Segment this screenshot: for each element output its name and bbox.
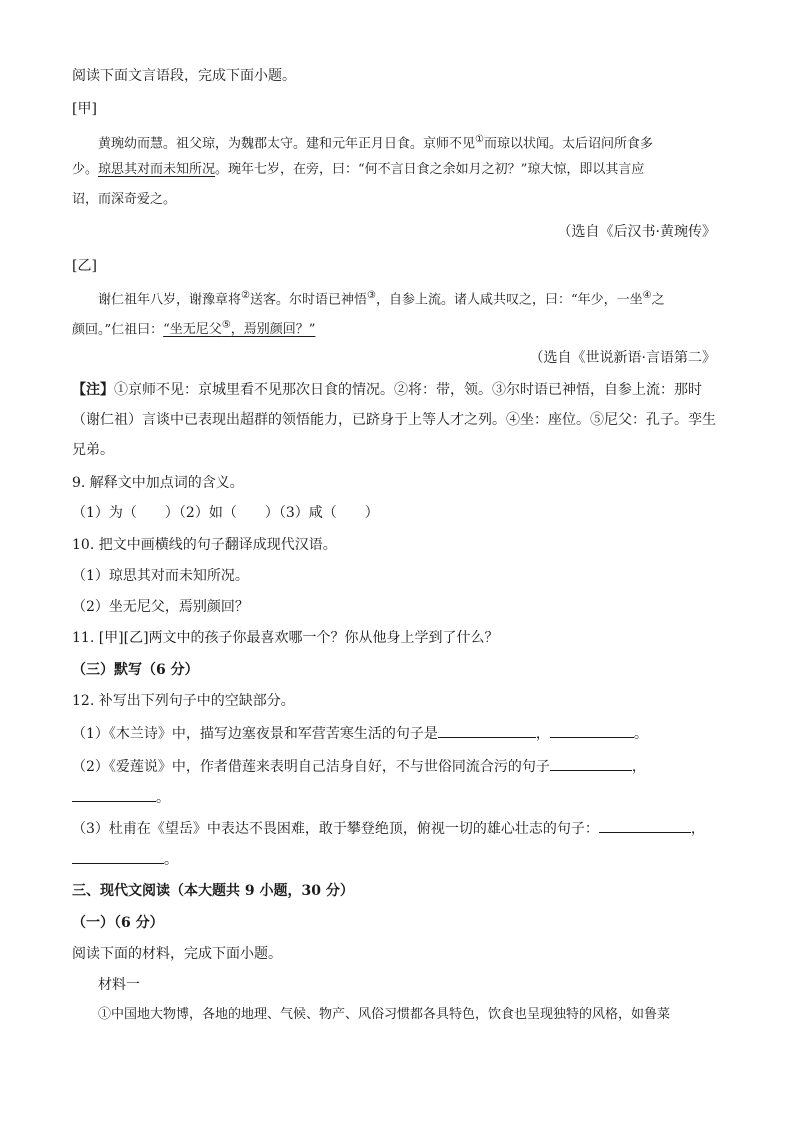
question-11: 11. [甲][乙]两文中的孩子你最喜欢哪一个？你从他身上学到了什么？ (72, 630, 499, 646)
question-9-items: （1）为（ ）（2）如（ ）（3）咸（ ） (72, 505, 379, 521)
passage-a-line-1: 黄琬幼而慧。祖父琼，为魏郡太守。建和元年正月日食。京师不见①而琼以状闻。太后诏问所食多 (98, 134, 653, 152)
section-modern-heading: 三、现代文阅读（本大题共 9 小题，30 分） (72, 883, 354, 899)
section-dictation-heading: （三）默写（6 分） (72, 662, 199, 678)
underlined-sentence-1: 琼思其对而未知所况 (98, 162, 216, 177)
answer-blank (550, 723, 634, 738)
question-12-2: （2）《爱莲说》中，作者借莲来表明自己洁身自好，不与世俗同流合污的句子 ， (72, 756, 646, 777)
answer-blank (599, 818, 691, 833)
notes-line-1: 【注】①京师不见：京城里看不见那次日食的情况。②将：带，领。③尔时语已神悟，自参上流：那时 (72, 382, 702, 398)
passage-a-label: [甲] (72, 101, 97, 117)
material-one-label: 材料一 (98, 977, 140, 993)
passage-b-label: [乙] (72, 258, 97, 274)
question-9: 9. 解释文中加点词的含义。 (72, 475, 244, 491)
passage-a-line-3: 诏，而深奇爱之。 (72, 192, 177, 207)
intro-instruction: 阅读下面文言语段，完成下面小题。 (72, 68, 296, 84)
passage-a-line-2: 少。琼思其对而未知所况。琬年七岁，在旁，曰：“何不言日食之余如月之初？”琼大惊，即以其言应 (72, 162, 645, 177)
question-10-1: （1）琼思其对而未知所况。 (72, 568, 249, 584)
section-modern-instruction: 阅读下面的材料，完成下面小题。 (72, 946, 282, 962)
notes-line-3: 兄弟。 (72, 442, 114, 458)
question-12-1: （1）《木兰诗》中，描写边塞夜景和军营苦寒生活的句子是 ， 。 (72, 723, 648, 744)
passage-a-source: （选自《后汉书·黄琬传》 (557, 224, 716, 240)
question-10: 10. 把文中画横线的句子翻译成现代汉语。 (72, 537, 337, 553)
section-modern-sub-heading: （一）（6 分） (72, 915, 164, 931)
answer-blank (550, 756, 632, 771)
question-12: 12. 补写出下列句子中的空缺部分。 (72, 693, 295, 709)
answer-blank (72, 787, 156, 802)
question-12-3-cont: 。 (72, 849, 178, 870)
answer-blank (72, 849, 164, 864)
question-10-2: （2）坐无尼父，焉别颜回？ (72, 599, 249, 615)
underlined-sentence-2: “坐无尼父⑤，焉别颜回？” (163, 320, 316, 338)
material-one-paragraph: ①中国地大物博，各地的地理、气候、物产、风俗习惯都各具特色，饮食也呈现独特的风格，如鲁菜 (98, 1007, 671, 1022)
passage-b-source: （选自《世说新语·言语第二》 (529, 350, 716, 366)
notes-line-2: （谢仁祖）言谈中已表现出超群的领悟能力，已跻身于上等人才之列。④坐：座位。⑤尼父：孔子。孪生 (72, 412, 716, 428)
passage-b-line-2: 颜回。”仁祖曰：“坐无尼父⑤，焉别颜回？” (72, 320, 316, 338)
question-12-3: （3）杜甫在《望岳》中表达不畏困难，敢于攀登绝顶，俯视一切的雄心壮志的句子： ， (72, 818, 705, 839)
answer-blank (438, 723, 536, 738)
passage-b-line-1: 谢仁祖年八岁，谢豫章将②送客。尔时语已神悟③，自参上流。诸人咸共叹之，曰：“年少，一坐④之 (98, 290, 665, 308)
question-12-2-cont: 。 (72, 787, 170, 808)
